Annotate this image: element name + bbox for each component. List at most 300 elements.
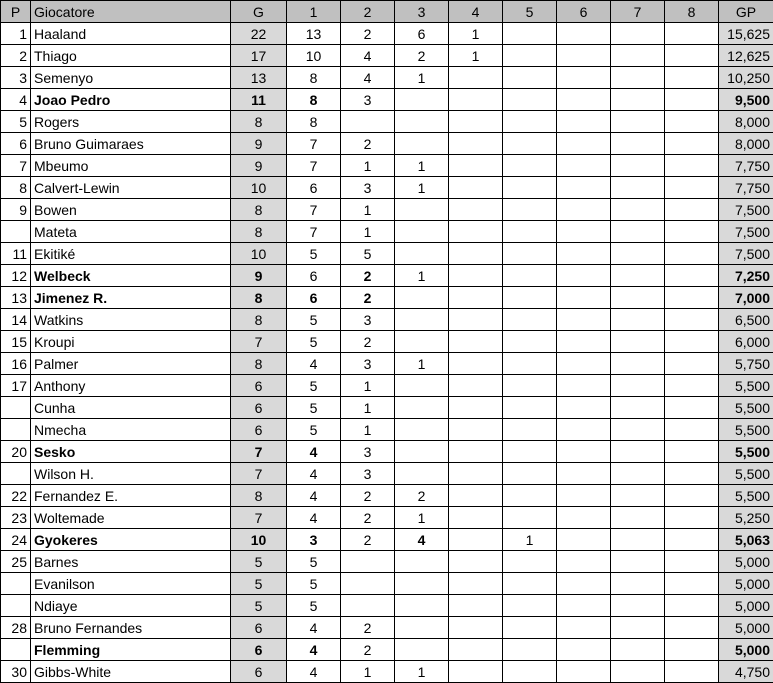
count-cell-3 <box>395 463 449 485</box>
count-cell-4 <box>449 595 503 617</box>
g-cell: 10 <box>231 177 287 199</box>
gp-cell: 5,000 <box>719 617 773 639</box>
player-name-cell: Bruno Fernandes <box>31 617 231 639</box>
g-cell: 7 <box>231 441 287 463</box>
count-cell-2: 3 <box>341 353 395 375</box>
count-cell-1: 5 <box>287 419 341 441</box>
table-row <box>1 111 773 133</box>
position-cell: 12 <box>1 265 31 287</box>
count-cell-7 <box>611 353 665 375</box>
count-cell-4 <box>449 485 503 507</box>
count-cell-1: 5 <box>287 375 341 397</box>
table-row <box>1 221 773 243</box>
position-cell: 7 <box>1 155 31 177</box>
count-cell-1: 4 <box>287 485 341 507</box>
g-cell: 5 <box>231 573 287 595</box>
count-cell-7 <box>611 661 665 683</box>
player-name-cell: Haaland <box>31 23 231 45</box>
player-name-cell: Cunha <box>31 397 231 419</box>
g-cell: 6 <box>231 661 287 683</box>
count-cell-5 <box>503 111 557 133</box>
gp-cell: 7,500 <box>719 199 773 221</box>
count-cell-1: 4 <box>287 441 341 463</box>
count-cell-8 <box>665 265 719 287</box>
count-cell-3: 1 <box>395 177 449 199</box>
g-cell: 8 <box>231 221 287 243</box>
count-cell-7 <box>611 375 665 397</box>
count-cell-6 <box>557 199 611 221</box>
count-cell-6 <box>557 397 611 419</box>
count-cell-2: 3 <box>341 177 395 199</box>
count-cell-4 <box>449 397 503 419</box>
count-cell-2: 5 <box>341 243 395 265</box>
count-cell-5 <box>503 397 557 419</box>
position-cell: 23 <box>1 507 31 529</box>
position-cell: 22 <box>1 485 31 507</box>
g-cell: 22 <box>231 23 287 45</box>
count-cell-7 <box>611 573 665 595</box>
count-cell-7 <box>611 89 665 111</box>
count-cell-7 <box>611 177 665 199</box>
count-cell-4 <box>449 551 503 573</box>
gp-cell: 5,000 <box>719 551 773 573</box>
player-name-cell: Kroupi <box>31 331 231 353</box>
header-g: G <box>231 1 287 23</box>
count-cell-3 <box>395 111 449 133</box>
count-cell-4 <box>449 353 503 375</box>
player-name-cell: Semenyo <box>31 67 231 89</box>
count-cell-5 <box>503 199 557 221</box>
count-cell-1: 5 <box>287 243 341 265</box>
count-cell-2: 2 <box>341 287 395 309</box>
count-cell-4 <box>449 111 503 133</box>
count-cell-5 <box>503 573 557 595</box>
table-row <box>1 661 773 683</box>
count-cell-3 <box>395 375 449 397</box>
count-cell-3 <box>395 595 449 617</box>
count-cell-8 <box>665 111 719 133</box>
gp-cell: 5,500 <box>719 419 773 441</box>
gp-cell: 7,750 <box>719 177 773 199</box>
count-cell-6 <box>557 89 611 111</box>
count-cell-6 <box>557 375 611 397</box>
player-name-cell: Rogers <box>31 111 231 133</box>
count-cell-8 <box>665 309 719 331</box>
count-cell-4: 1 <box>449 23 503 45</box>
count-cell-7 <box>611 595 665 617</box>
g-cell: 6 <box>231 419 287 441</box>
count-cell-5 <box>503 375 557 397</box>
player-name-cell: Gyokeres <box>31 529 231 551</box>
count-cell-7 <box>611 463 665 485</box>
g-cell: 9 <box>231 155 287 177</box>
table-row <box>1 529 773 551</box>
count-cell-8 <box>665 45 719 67</box>
position-cell <box>1 463 31 485</box>
count-cell-4 <box>449 89 503 111</box>
player-name-cell: Flemming <box>31 639 231 661</box>
count-cell-3: 1 <box>395 265 449 287</box>
count-cell-4 <box>449 265 503 287</box>
table-row <box>1 419 773 441</box>
count-cell-5 <box>503 419 557 441</box>
player-name-cell: Jimenez R. <box>31 287 231 309</box>
count-cell-5 <box>503 23 557 45</box>
count-cell-4 <box>449 639 503 661</box>
player-name-cell: Evanilson <box>31 573 231 595</box>
count-cell-4 <box>449 177 503 199</box>
gp-cell: 5,250 <box>719 507 773 529</box>
count-cell-6 <box>557 309 611 331</box>
gp-cell: 10,250 <box>719 67 773 89</box>
count-cell-2: 1 <box>341 397 395 419</box>
count-cell-8 <box>665 463 719 485</box>
count-cell-3 <box>395 89 449 111</box>
g-cell: 6 <box>231 375 287 397</box>
position-cell <box>1 639 31 661</box>
count-cell-6 <box>557 67 611 89</box>
header-1: 1 <box>287 1 341 23</box>
count-cell-8 <box>665 375 719 397</box>
table-row <box>1 397 773 419</box>
count-cell-6 <box>557 507 611 529</box>
count-cell-2: 2 <box>341 639 395 661</box>
count-cell-6 <box>557 617 611 639</box>
gp-cell: 5,500 <box>719 441 773 463</box>
table-row <box>1 23 773 45</box>
count-cell-3 <box>395 441 449 463</box>
count-cell-1: 5 <box>287 331 341 353</box>
position-cell: 1 <box>1 23 31 45</box>
count-cell-5 <box>503 243 557 265</box>
count-cell-4 <box>449 243 503 265</box>
count-cell-8 <box>665 133 719 155</box>
count-cell-3 <box>395 397 449 419</box>
count-cell-6 <box>557 45 611 67</box>
count-cell-1: 8 <box>287 67 341 89</box>
count-cell-6 <box>557 331 611 353</box>
count-cell-3 <box>395 551 449 573</box>
count-cell-3: 2 <box>395 45 449 67</box>
count-cell-4 <box>449 331 503 353</box>
table-row <box>1 45 773 67</box>
count-cell-6 <box>557 573 611 595</box>
count-cell-5 <box>503 661 557 683</box>
count-cell-7 <box>611 507 665 529</box>
count-cell-5 <box>503 331 557 353</box>
table-row <box>1 89 773 111</box>
table-row <box>1 595 773 617</box>
g-cell: 11 <box>231 89 287 111</box>
count-cell-6 <box>557 595 611 617</box>
position-cell: 16 <box>1 353 31 375</box>
count-cell-2 <box>341 551 395 573</box>
table-row <box>1 309 773 331</box>
gp-cell: 9,500 <box>719 89 773 111</box>
position-cell: 25 <box>1 551 31 573</box>
count-cell-2: 2 <box>341 133 395 155</box>
count-cell-7 <box>611 617 665 639</box>
count-cell-4 <box>449 617 503 639</box>
count-cell-5 <box>503 133 557 155</box>
count-cell-7 <box>611 155 665 177</box>
count-cell-4 <box>449 309 503 331</box>
position-cell <box>1 595 31 617</box>
count-cell-8 <box>665 573 719 595</box>
count-cell-4 <box>449 419 503 441</box>
g-cell: 7 <box>231 507 287 529</box>
position-cell: 5 <box>1 111 31 133</box>
player-name-cell: Fernandez E. <box>31 485 231 507</box>
table-row <box>1 617 773 639</box>
count-cell-8 <box>665 67 719 89</box>
player-name-cell: Thiago <box>31 45 231 67</box>
gp-cell: 6,000 <box>719 331 773 353</box>
count-cell-7 <box>611 397 665 419</box>
count-cell-5 <box>503 155 557 177</box>
gp-cell: 5,500 <box>719 375 773 397</box>
count-cell-1: 10 <box>287 45 341 67</box>
count-cell-4 <box>449 661 503 683</box>
g-cell: 5 <box>231 551 287 573</box>
count-cell-1: 7 <box>287 199 341 221</box>
count-cell-3 <box>395 133 449 155</box>
gp-cell: 5,063 <box>719 529 773 551</box>
player-name-cell: Ndiaye <box>31 595 231 617</box>
count-cell-8 <box>665 155 719 177</box>
count-cell-8 <box>665 221 719 243</box>
g-cell: 8 <box>231 353 287 375</box>
position-cell: 9 <box>1 199 31 221</box>
count-cell-3: 6 <box>395 23 449 45</box>
gp-cell: 5,000 <box>719 573 773 595</box>
player-name-cell: Mbeumo <box>31 155 231 177</box>
count-cell-7 <box>611 441 665 463</box>
count-cell-4 <box>449 221 503 243</box>
count-cell-8 <box>665 529 719 551</box>
position-cell: 24 <box>1 529 31 551</box>
position-cell: 14 <box>1 309 31 331</box>
count-cell-7 <box>611 45 665 67</box>
table-row <box>1 177 773 199</box>
count-cell-2: 3 <box>341 463 395 485</box>
player-name-cell: Barnes <box>31 551 231 573</box>
count-cell-4 <box>449 573 503 595</box>
position-cell: 11 <box>1 243 31 265</box>
player-name-cell: Mateta <box>31 221 231 243</box>
table-row <box>1 375 773 397</box>
count-cell-2: 3 <box>341 309 395 331</box>
position-cell: 15 <box>1 331 31 353</box>
gp-cell: 5,750 <box>719 353 773 375</box>
count-cell-5 <box>503 353 557 375</box>
count-cell-4 <box>449 507 503 529</box>
count-cell-4 <box>449 155 503 177</box>
count-cell-1: 5 <box>287 551 341 573</box>
count-cell-7 <box>611 221 665 243</box>
gp-cell: 5,500 <box>719 463 773 485</box>
player-name-cell: Calvert-Lewin <box>31 177 231 199</box>
count-cell-3 <box>395 419 449 441</box>
gp-cell: 8,000 <box>719 111 773 133</box>
count-cell-3: 2 <box>395 485 449 507</box>
header-7: 7 <box>611 1 665 23</box>
count-cell-5 <box>503 287 557 309</box>
count-cell-5 <box>503 551 557 573</box>
count-cell-3 <box>395 573 449 595</box>
count-cell-1: 7 <box>287 133 341 155</box>
count-cell-5 <box>503 463 557 485</box>
count-cell-6 <box>557 639 611 661</box>
table-row <box>1 133 773 155</box>
header-p: P <box>1 1 31 23</box>
gp-cell: 8,000 <box>719 133 773 155</box>
count-cell-8 <box>665 353 719 375</box>
count-cell-5 <box>503 595 557 617</box>
count-cell-1: 6 <box>287 177 341 199</box>
position-cell: 28 <box>1 617 31 639</box>
player-name-cell: Bruno Guimaraes <box>31 133 231 155</box>
count-cell-4 <box>449 529 503 551</box>
count-cell-1: 6 <box>287 287 341 309</box>
count-cell-7 <box>611 331 665 353</box>
count-cell-5 <box>503 309 557 331</box>
position-cell: 13 <box>1 287 31 309</box>
count-cell-1: 5 <box>287 573 341 595</box>
count-cell-6 <box>557 661 611 683</box>
count-cell-4 <box>449 441 503 463</box>
count-cell-3 <box>395 243 449 265</box>
count-cell-4 <box>449 133 503 155</box>
count-cell-1: 4 <box>287 463 341 485</box>
count-cell-8 <box>665 617 719 639</box>
gp-cell: 7,750 <box>719 155 773 177</box>
table-row <box>1 507 773 529</box>
count-cell-2: 2 <box>341 507 395 529</box>
count-cell-7 <box>611 243 665 265</box>
gp-cell: 5,500 <box>719 485 773 507</box>
gp-cell: 7,500 <box>719 243 773 265</box>
player-name-cell: Anthony <box>31 375 231 397</box>
position-cell: 3 <box>1 67 31 89</box>
gp-cell: 5,000 <box>719 595 773 617</box>
player-name-cell: Woltemade <box>31 507 231 529</box>
count-cell-8 <box>665 507 719 529</box>
count-cell-6 <box>557 353 611 375</box>
header-2: 2 <box>341 1 395 23</box>
table-row <box>1 199 773 221</box>
player-name-cell: Bowen <box>31 199 231 221</box>
count-cell-2: 1 <box>341 661 395 683</box>
header-4: 4 <box>449 1 503 23</box>
header-3: 3 <box>395 1 449 23</box>
count-cell-8 <box>665 485 719 507</box>
count-cell-2: 2 <box>341 529 395 551</box>
count-cell-6 <box>557 485 611 507</box>
count-cell-6 <box>557 221 611 243</box>
count-cell-7 <box>611 265 665 287</box>
count-cell-5: 1 <box>503 529 557 551</box>
count-cell-6 <box>557 243 611 265</box>
gp-cell: 15,625 <box>719 23 773 45</box>
count-cell-7 <box>611 529 665 551</box>
table-row <box>1 573 773 595</box>
count-cell-4: 1 <box>449 45 503 67</box>
count-cell-3: 4 <box>395 529 449 551</box>
count-cell-6 <box>557 419 611 441</box>
count-cell-8 <box>665 89 719 111</box>
table-row <box>1 331 773 353</box>
count-cell-3 <box>395 617 449 639</box>
count-cell-2: 3 <box>341 441 395 463</box>
count-cell-2: 2 <box>341 265 395 287</box>
count-cell-3 <box>395 287 449 309</box>
table-row <box>1 463 773 485</box>
gp-cell: 5,000 <box>719 639 773 661</box>
count-cell-6 <box>557 551 611 573</box>
count-cell-4 <box>449 67 503 89</box>
player-name-cell: Watkins <box>31 309 231 331</box>
player-name-cell: Gibbs-White <box>31 661 231 683</box>
g-cell: 8 <box>231 111 287 133</box>
table-row <box>1 353 773 375</box>
count-cell-3 <box>395 309 449 331</box>
position-cell <box>1 221 31 243</box>
count-cell-5 <box>503 221 557 243</box>
count-cell-5 <box>503 617 557 639</box>
count-cell-3: 1 <box>395 155 449 177</box>
count-cell-2: 2 <box>341 23 395 45</box>
count-cell-1: 7 <box>287 221 341 243</box>
count-cell-8 <box>665 661 719 683</box>
gp-cell: 7,000 <box>719 287 773 309</box>
position-cell <box>1 419 31 441</box>
count-cell-1: 8 <box>287 111 341 133</box>
g-cell: 6 <box>231 639 287 661</box>
position-cell <box>1 573 31 595</box>
player-name-cell: Nmecha <box>31 419 231 441</box>
player-name-cell: Palmer <box>31 353 231 375</box>
count-cell-7 <box>611 67 665 89</box>
count-cell-1: 4 <box>287 617 341 639</box>
position-cell <box>1 397 31 419</box>
header-6: 6 <box>557 1 611 23</box>
count-cell-1: 4 <box>287 353 341 375</box>
player-name-cell: Welbeck <box>31 265 231 287</box>
count-cell-5 <box>503 485 557 507</box>
count-cell-6 <box>557 287 611 309</box>
count-cell-6 <box>557 441 611 463</box>
count-cell-2: 1 <box>341 419 395 441</box>
position-cell: 2 <box>1 45 31 67</box>
table-row <box>1 441 773 463</box>
gp-cell: 4,750 <box>719 661 773 683</box>
count-cell-7 <box>611 485 665 507</box>
count-cell-1: 5 <box>287 595 341 617</box>
player-name-cell: Wilson H. <box>31 463 231 485</box>
count-cell-2: 2 <box>341 617 395 639</box>
table-row <box>1 639 773 661</box>
g-cell: 7 <box>231 463 287 485</box>
table-row <box>1 67 773 89</box>
count-cell-8 <box>665 199 719 221</box>
count-cell-5 <box>503 639 557 661</box>
g-cell: 8 <box>231 287 287 309</box>
table-row <box>1 287 773 309</box>
count-cell-3 <box>395 331 449 353</box>
count-cell-4 <box>449 199 503 221</box>
g-cell: 8 <box>231 485 287 507</box>
